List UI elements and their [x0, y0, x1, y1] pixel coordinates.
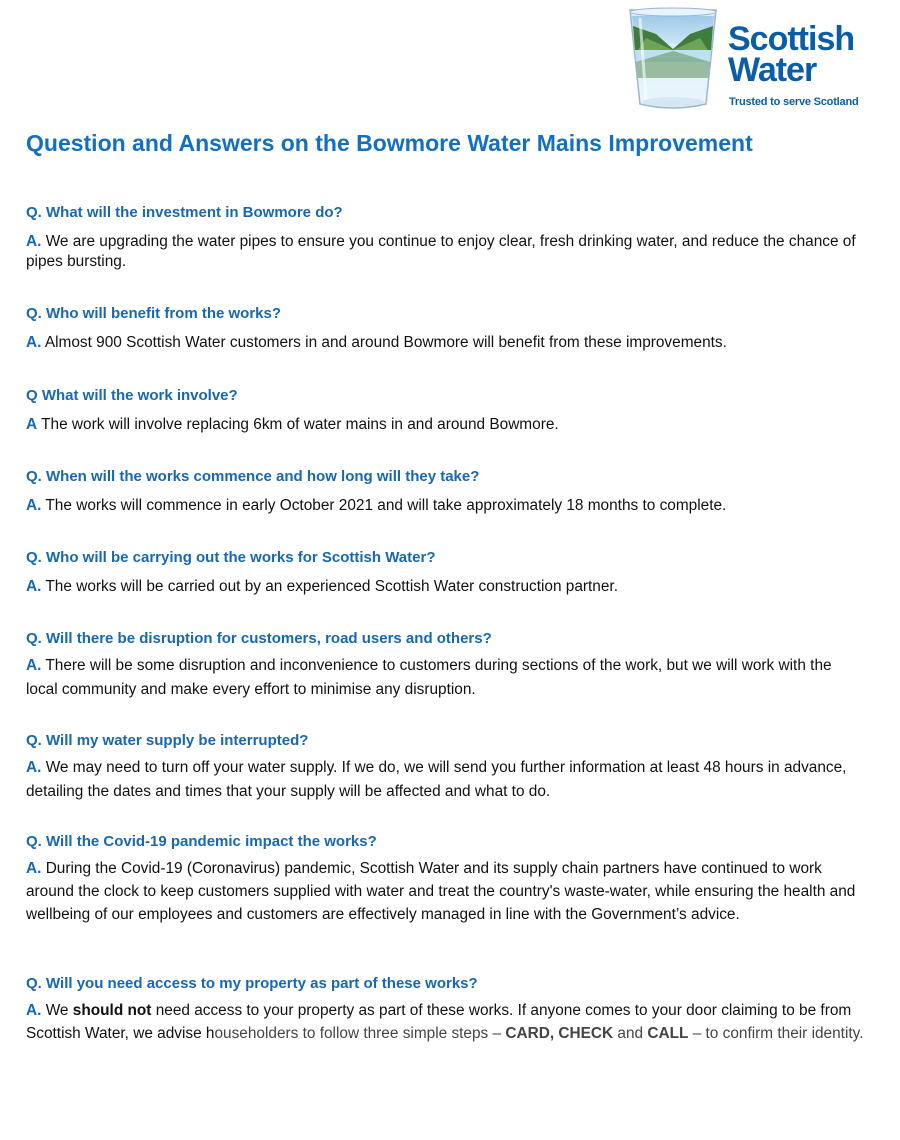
question: Q. Who will benefit from the works? [26, 305, 282, 322]
answer-text: The works will be carried out by an experienced Scottish Water construction partner. [45, 578, 618, 595]
qa-item [26, 387, 866, 435]
answer-text-3: ouseholders to follow three simple steps – [214, 1025, 502, 1042]
answer-prefix: A. [26, 497, 42, 514]
answer-emphasis: should not [72, 1002, 152, 1019]
brand-line-1: Scottish [728, 20, 855, 58]
question: Q. Will there be disruption for customers, road users and others? [26, 630, 492, 647]
qa-item [26, 549, 866, 597]
brand-line-2: Water [728, 51, 817, 89]
answer-text: We may need to turn off your water supply. If we do, we will send you further information at least 48 hours in advance, detailing the dates and times that your supply will be affected and what to do. [26, 759, 847, 800]
answer-text: The work will involve replacing 6km of water mains in and around Bowmore. [41, 416, 559, 433]
answer-text-2: need access to your property as part of these works. If anyone comes to your door claiming to be from Scottish Water, we advise h [26, 1002, 852, 1042]
question: Q. Will my water supply be interrupted? [26, 732, 309, 749]
answer-text: There will be some disruption and inconvenience to customers during sections of the work, but we will work with the local community and make every effort to minimise any disruption. [26, 657, 832, 698]
question: Q. Who will be carrying out the works for Scottish Water? [26, 549, 436, 566]
call-step: CALL [647, 1025, 689, 1042]
qa-item [26, 732, 866, 804]
answer-prefix: A. [26, 233, 42, 250]
answer-prefix: A [26, 416, 38, 433]
qa-item [26, 305, 866, 353]
answer [26, 999, 866, 1045]
answer-text: The works will commence in early October 2021 and will take approximately 18 months to complete. [45, 497, 727, 514]
answer-prefix: A. [26, 334, 42, 351]
answer-text: During the Covid-19 (Coronavirus) pandemic, Scottish Water and its supply chain partners have continued to work around the clock to keep customers supplied with water and treat the country's waste-water, while ensuring the health and wellbeing of our employees and customers are effectively managed in line with the Government’s advice. [26, 860, 856, 923]
qa-item [26, 975, 866, 1045]
answer-text: We are upgrading the water pipes to ensure you continue to enjoy clear, fresh drinking water, and reduce the chance of pipes bursting. [26, 233, 856, 270]
qa-item [26, 630, 866, 702]
card-check-steps: CARD, CHECK [505, 1025, 614, 1042]
qa-item [26, 833, 866, 926]
qa-item [26, 204, 866, 272]
answer [26, 415, 866, 435]
qa-item [26, 468, 866, 516]
answer [26, 496, 866, 516]
scottish-water-logo [626, 4, 876, 114]
answer [26, 333, 866, 353]
answer-prefix: A. [26, 657, 42, 674]
answer [26, 577, 866, 597]
answer [26, 232, 866, 272]
water-glass-icon [626, 4, 720, 112]
question: Q What will the work involve? [26, 387, 238, 404]
answer-prefix: A. [26, 759, 42, 776]
question: Q. Will the Covid-19 pandemic impact the works? [26, 833, 377, 850]
question: Q. When will the works commence and how long will they take? [26, 468, 480, 485]
answer-prefix: A. [26, 860, 42, 877]
question: Q. Will you need access to my property as part of these works? [26, 975, 478, 992]
question: Q. What will the investment in Bowmore do? [26, 204, 343, 221]
answer-text-4: – to confirm their identity. [692, 1025, 864, 1042]
answer-text-1: We [45, 1002, 69, 1019]
answer [26, 857, 866, 926]
answer [26, 654, 866, 702]
page-title: Question and Answers on the Bowmore Water Mains Improvement [26, 130, 753, 156]
answer [26, 756, 866, 804]
brand-wordmark [728, 20, 855, 89]
answer-text: Almost 900 Scottish Water customers in and around Bowmore will benefit from these improvements. [44, 334, 727, 351]
answer-prefix: A. [26, 578, 42, 595]
brand-tagline: Trusted to serve Scotland [729, 96, 859, 108]
answer-prefix: A. [26, 1002, 42, 1019]
answer-and: and [617, 1025, 644, 1042]
